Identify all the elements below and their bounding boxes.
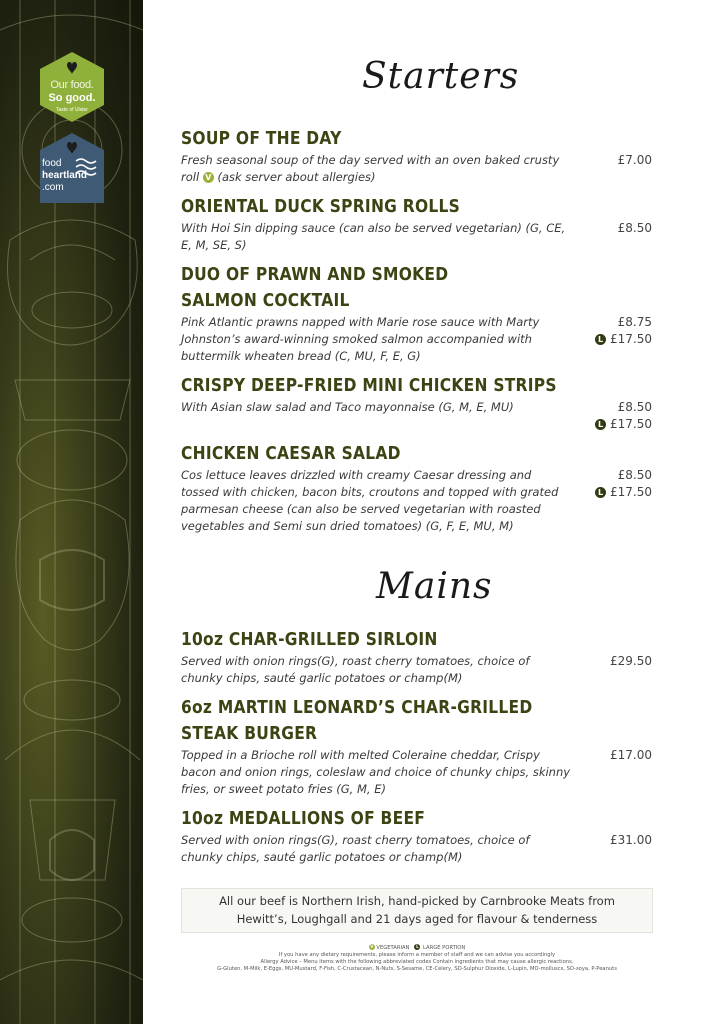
dietary-note: If you have any dietary requirements, please inform a member of staff and we can advise you accordingly <box>278 952 556 958</box>
our-food-so-good-badge <box>40 52 104 122</box>
item-title: ORIENTAL DUCK SPRING ROLLS <box>181 196 461 217</box>
beef-note-line: All our beef is Northern Irish, hand-picked by Carnbrooke Meats from <box>219 894 615 908</box>
item-large-price <box>595 416 652 433</box>
item-title: CRISPY DEEP-FRIED MINI CHICKEN STRIPS <box>181 375 557 396</box>
item-description: Topped in a Brioche roll with melted Coleraine cheddar, Crispy bacon and onion rings, coleslaw and choice of chunky chips, skinny fries, or sweet potato fries (G, M, E) <box>181 748 571 796</box>
badge-line-2: heartland <box>42 170 88 181</box>
badge-line-2: So good. <box>48 92 96 104</box>
food-heartland-badge <box>40 133 104 203</box>
allergen-codes: G-Gluten, M-Milk, E-Eggs, MU-Mustard, F-Fish, C-Crustacean, N-Nuts, S-Sesame, CE-Celery, SD-Sulphur Dioxide, L-Lupin, MO-molluscs, SO-soya, P-Peanuts <box>217 966 617 972</box>
legend-row <box>181 944 653 951</box>
item-description: With Hoi Sin dipping sauce (can also be served vegetarian) (G, CE, E, M, SE, S) <box>181 221 566 252</box>
item-price: £8.50 <box>617 221 652 235</box>
item-large-price <box>595 331 652 348</box>
item-price: £7.00 <box>617 153 652 167</box>
item-description-text: (ask server about allergies) <box>217 170 376 184</box>
large-portion-icon: L <box>595 334 606 345</box>
item-title: SALMON COCKTAIL <box>181 290 350 311</box>
item-price: £8.50 <box>617 400 652 414</box>
vegetarian-icon: V <box>203 172 214 183</box>
item-price: £29.50 <box>610 654 652 668</box>
item-price: £8.75 <box>617 315 652 329</box>
legend-vegetarian: VEGETARIAN <box>376 945 410 951</box>
item-description: Served with onion rings(G), roast cherry tomatoes, choice of chunky chips, sauté garlic potatoes or champ(M) <box>181 833 530 864</box>
large-portion-icon: L <box>595 419 606 430</box>
item-description: Served with onion rings(G), roast cherry tomatoes, choice of chunky chips, sauté garlic potatoes or champ(M) <box>181 654 530 685</box>
decorative-side-panel <box>0 0 143 1024</box>
legend-large-portion: LARGE PORTION <box>423 945 466 951</box>
starters-heading: Starters <box>362 56 520 97</box>
item-description: With Asian slaw salad and Taco mayonnaise (G, M, E, MU) <box>181 400 514 414</box>
item-price: £31.00 <box>610 833 652 847</box>
beef-info-box <box>181 888 653 933</box>
large-price-value: £17.50 <box>610 417 652 431</box>
item-title: DUO OF PRAWN AND SMOKED <box>181 264 449 285</box>
mains-heading: Mains <box>376 566 493 607</box>
item-large-price <box>595 484 652 501</box>
badge-line-3: .com <box>42 182 64 193</box>
large-price-value: £17.50 <box>610 332 652 346</box>
item-price: £8.50 <box>617 468 652 482</box>
item-title: 10oz MEDALLIONS OF BEEF <box>181 808 426 829</box>
item-description <box>181 152 571 186</box>
item-price: £17.00 <box>610 748 652 762</box>
badge-line-1: food <box>42 158 62 169</box>
large-price-value: £17.50 <box>610 485 652 499</box>
large-portion-icon: L <box>595 487 606 498</box>
beef-note-line: Hewitt’s, Loughgall and 21 days aged for flavour & tenderness <box>236 912 598 926</box>
item-title: SOUP OF THE DAY <box>181 128 342 149</box>
item-title: 10oz CHAR-GRILLED SIRLOIN <box>181 629 438 650</box>
item-description: Pink Atlantic prawns napped with Marie rose sauce with Marty Johnston’s award-winning smoked salmon accompanied with buttermilk wheaten bread (C, MU, F, E, G) <box>181 315 540 363</box>
item-description-text: Fresh seasonal soup of the day served with an oven baked crusty roll <box>181 153 560 184</box>
badge-line-3: Taste of Ulster <box>56 107 88 113</box>
item-description: Cos lettuce leaves drizzled with creamy Caesar dressing and tossed with chicken, bacon bits, croutons and topped with grated parmesan cheese (can also be served vegetarian with roasted vegetables and Semi sun dried tomatoes) (G, F, E, MU, M) <box>181 468 559 533</box>
badge-line-1: Our food. <box>50 79 94 91</box>
item-title: STEAK BURGER <box>181 723 318 744</box>
vegetarian-icon: V <box>370 944 374 949</box>
item-title: CHICKEN CAESAR SALAD <box>181 443 401 464</box>
large-portion-icon: L <box>416 944 419 949</box>
item-title: 6oz MARTIN LEONARD’S CHAR-GRILLED <box>181 697 533 718</box>
allergy-advice: Allergy Advice – Menu items with the following abbreviated codes Contain ingredients that may cause allergic reactions. <box>260 959 574 965</box>
